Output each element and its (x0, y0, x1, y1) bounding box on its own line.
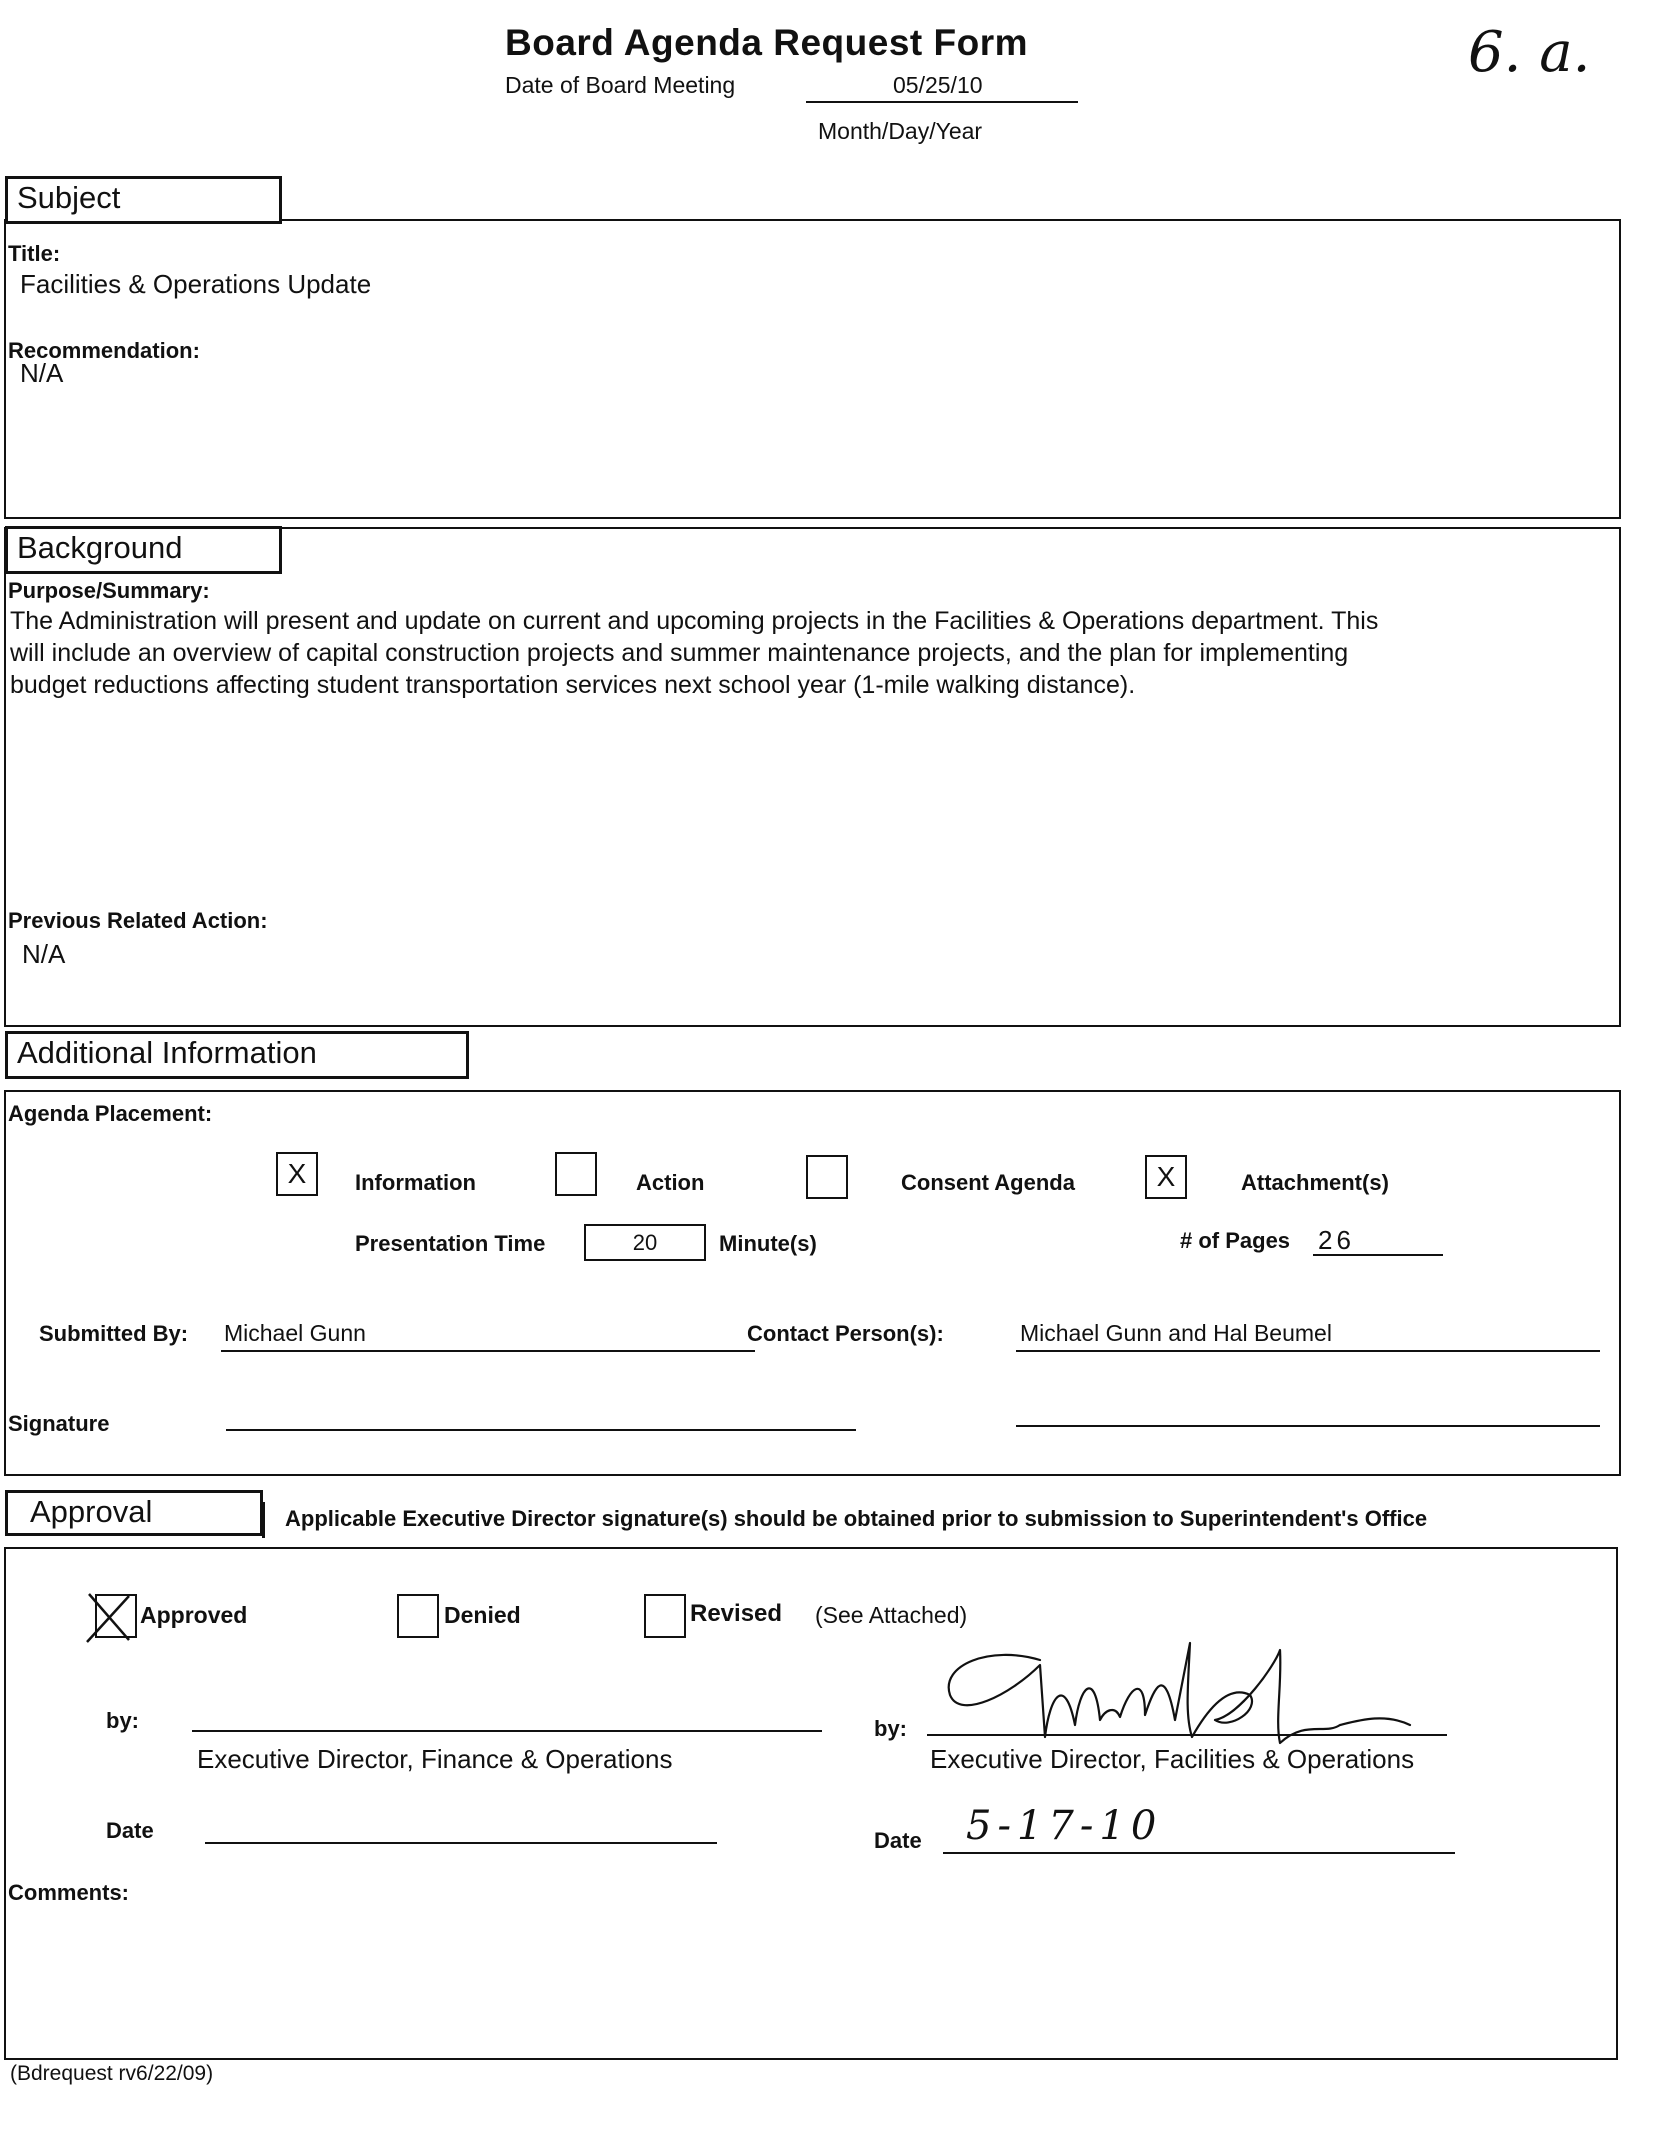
form-title: Board Agenda Request Form (505, 22, 1029, 63)
contact-value[interactable]: Michael Gunn and Hal Beumel (1020, 1320, 1332, 1346)
presentation-time-input[interactable]: 20 (584, 1224, 706, 1261)
action-label: Action (636, 1170, 705, 1195)
attachments-checkbox[interactable]: X (1145, 1155, 1187, 1199)
comments-label: Comments: (8, 1880, 130, 1905)
presentation-time-label: Presentation Time (355, 1231, 546, 1256)
denied-label: Denied (444, 1602, 521, 1628)
purpose-line: The Administration will present and update on current and upcoming projects in the Facilities & Operations department. This (10, 607, 1379, 635)
previous-action-label: Previous Related Action: (8, 908, 268, 933)
information-checkbox[interactable]: X (276, 1152, 318, 1196)
agenda-placement-label: Agenda Placement: (8, 1101, 213, 1126)
form-revision: (Bdrequest rv6/22/09) (10, 2062, 214, 2085)
purpose-line: will include an overview of capital construction projects and summer maintenance projects, and the plan for implementing (10, 639, 1349, 667)
consent-agenda-checkbox[interactable] (806, 1155, 848, 1199)
information-label: Information (355, 1170, 476, 1195)
meeting-date-label: Date of Board Meeting (505, 72, 736, 98)
purpose-label: Purpose/Summary: (8, 578, 210, 603)
additional-heading: Additional Information (5, 1031, 469, 1079)
contact-label: Contact Person(s): (747, 1321, 944, 1346)
left-signature-line[interactable] (192, 1730, 822, 1732)
purpose-text[interactable] (10, 605, 1378, 701)
revised-label: Revised (690, 1600, 783, 1627)
left-role: Executive Director, Finance & Operations (197, 1744, 673, 1774)
signature-label: Signature (8, 1411, 110, 1436)
background-box (4, 527, 1621, 1027)
left-by-label: by: (106, 1708, 139, 1733)
pages-label: # of Pages (1180, 1228, 1291, 1253)
right-by-label: by: (874, 1716, 907, 1741)
right-date-value[interactable]: 5-17-10 (966, 1803, 1163, 1849)
recommendation-label: Recommendation: (8, 338, 200, 363)
submitted-by-value[interactable]: Michael Gunn (224, 1320, 366, 1346)
item-number: 6. a. (1468, 20, 1591, 85)
approval-note: Applicable Executive Director signature(s) should be obtained prior to submission to Superintendent's Office (285, 1506, 1428, 1531)
action-checkbox[interactable] (555, 1152, 597, 1196)
submitted-by-label: Submitted By: (39, 1321, 189, 1346)
background-heading: Background (5, 526, 282, 574)
approved-label: Approved (140, 1602, 248, 1628)
contact-underline (1016, 1350, 1600, 1352)
minutes-label: Minute(s) (719, 1231, 817, 1256)
denied-checkbox[interactable] (397, 1594, 439, 1638)
subject-heading: Subject (5, 176, 282, 224)
revised-checkbox[interactable] (644, 1594, 686, 1638)
left-date-label: Date (106, 1818, 154, 1843)
pages-underline (1313, 1254, 1443, 1256)
right-date-label: Date (874, 1828, 922, 1853)
right-role: Executive Director, Facilities & Operations (930, 1744, 1415, 1774)
submitter-signature-line[interactable] (226, 1429, 856, 1431)
right-date-line (943, 1852, 1455, 1854)
submitted-by-underline (221, 1350, 755, 1352)
purpose-line: budget reductions affecting student transportation services next school year (1-mile walking distance). (10, 671, 1136, 699)
title-label: Title: (8, 241, 61, 266)
additional-box (4, 1090, 1621, 1476)
contact-signature-line[interactable] (1016, 1425, 1600, 1427)
recommendation-value[interactable]: N/A (20, 358, 64, 388)
meeting-date-value[interactable]: 05/25/10 (893, 72, 983, 98)
handwritten-signature (930, 1625, 1420, 1750)
see-attached-note: (See Attached) (815, 1602, 968, 1628)
approval-divider (262, 1502, 265, 1538)
approved-checkbox[interactable] (95, 1594, 137, 1638)
pages-value[interactable]: 26 (1318, 1225, 1355, 1255)
title-value[interactable]: Facilities & Operations Update (20, 269, 372, 299)
meeting-date-underline (806, 101, 1078, 103)
approved-check-mark (85, 1590, 133, 1644)
attachments-label: Attachment(s) (1241, 1170, 1389, 1195)
date-format-hint: Month/Day/Year (818, 118, 983, 144)
left-date-line[interactable] (205, 1842, 717, 1844)
approval-heading: Approval (5, 1490, 263, 1536)
consent-agenda-label: Consent Agenda (901, 1170, 1075, 1195)
previous-action-value[interactable]: N/A (22, 939, 66, 969)
subject-box (4, 219, 1621, 519)
